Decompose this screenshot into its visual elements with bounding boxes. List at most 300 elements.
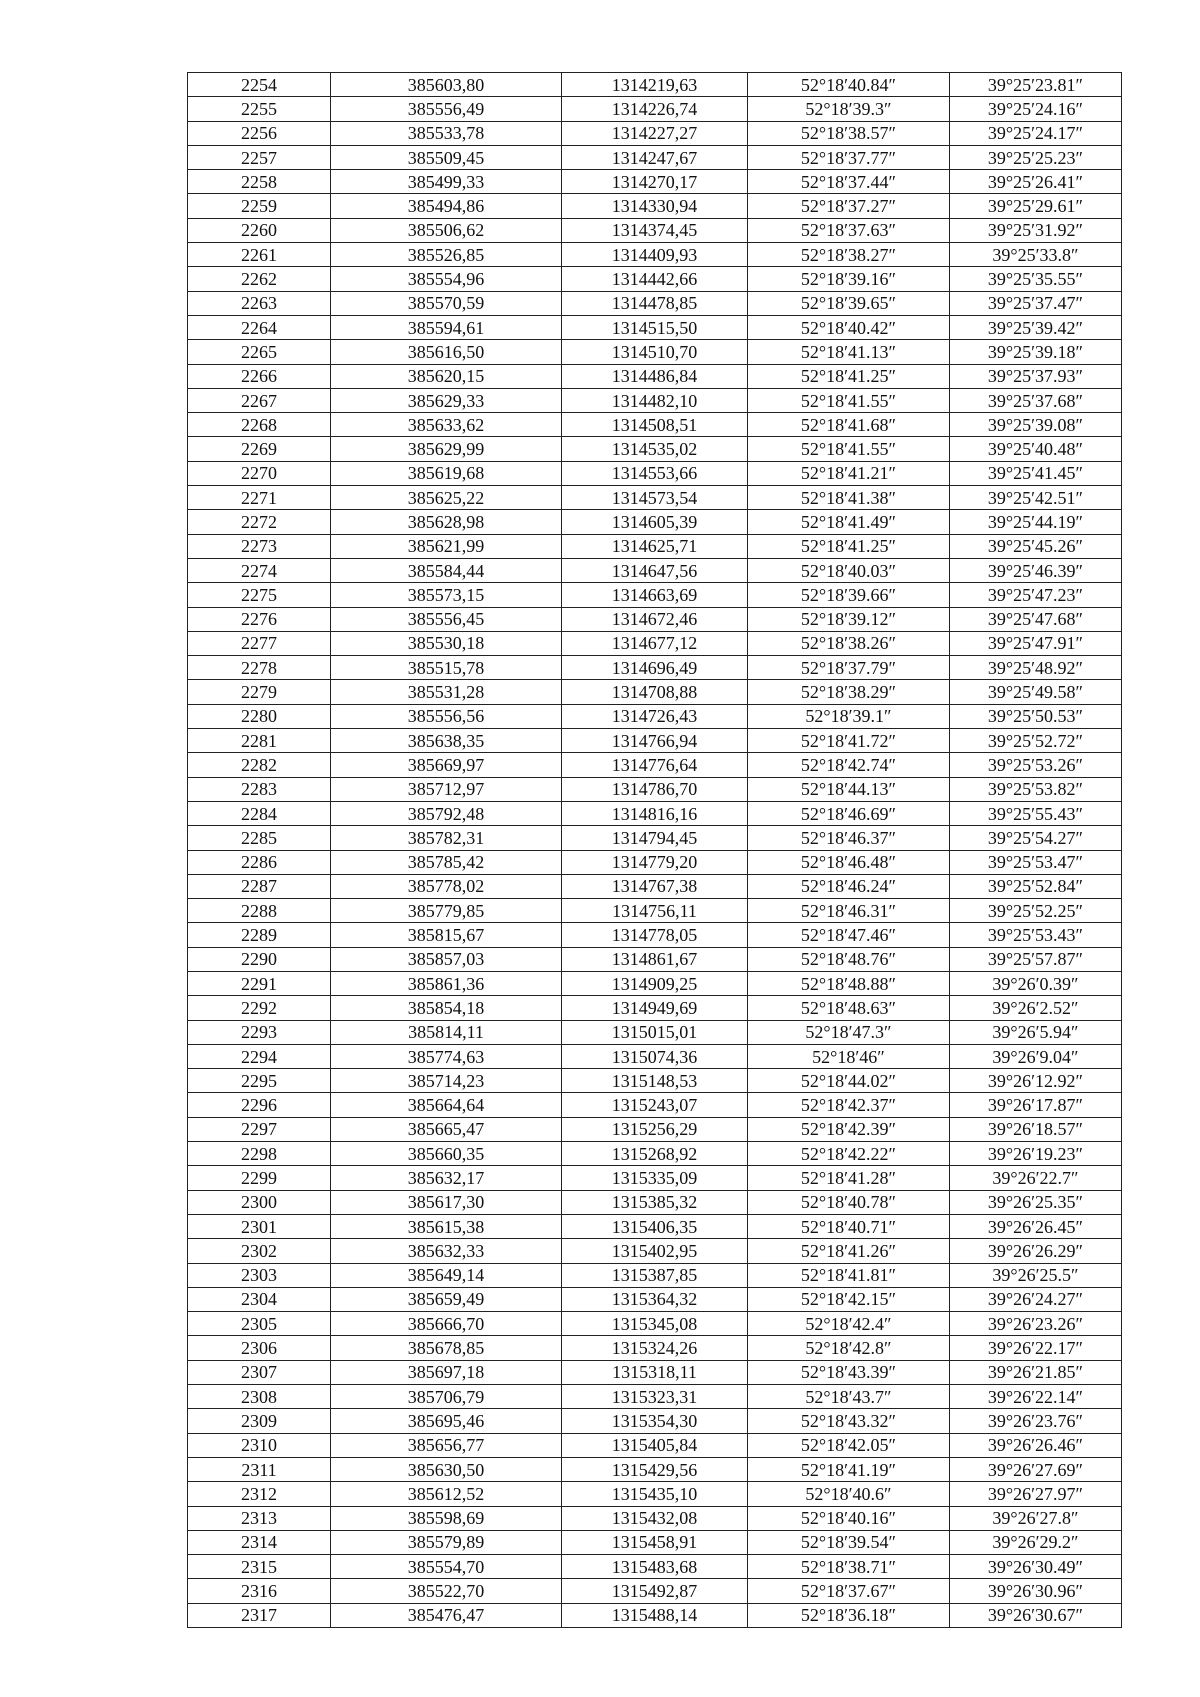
x-coordinate-cell: 385603,80: [331, 73, 562, 97]
point-number-cell: 2270: [188, 461, 331, 485]
latitude-cell: 52°18′39.1″: [748, 704, 950, 728]
x-coordinate-cell: 385494,86: [331, 194, 562, 218]
point-number-cell: 2285: [188, 826, 331, 850]
table-row: [188, 850, 1122, 874]
table-row: [188, 413, 1122, 437]
latitude-cell: 52°18′41.72″: [748, 729, 950, 753]
point-number-cell: 2316: [188, 1579, 331, 1603]
latitude-cell: 52°18′41.13″: [748, 340, 950, 364]
longitude-cell: 39°25′47.91″: [950, 631, 1122, 655]
table-row: [188, 1020, 1122, 1044]
table-row: [188, 218, 1122, 242]
point-number-cell: 2260: [188, 218, 331, 242]
longitude-cell: 39°25′37.68″: [950, 388, 1122, 412]
y-coordinate-cell: 1315385,32: [562, 1190, 748, 1214]
table-row: [188, 1360, 1122, 1384]
point-number-cell: 2302: [188, 1239, 331, 1263]
y-coordinate-cell: 1314510,70: [562, 340, 748, 364]
point-number-cell: 2275: [188, 583, 331, 607]
y-coordinate-cell: 1314625,71: [562, 534, 748, 558]
y-coordinate-cell: 1315015,01: [562, 1020, 748, 1044]
latitude-cell: 52°18′41.68″: [748, 413, 950, 437]
longitude-cell: 39°26′26.46″: [950, 1433, 1122, 1457]
longitude-cell: 39°25′33.8″: [950, 243, 1122, 267]
point-number-cell: 2274: [188, 558, 331, 582]
longitude-cell: 39°25′53.82″: [950, 777, 1122, 801]
y-coordinate-cell: 1315488,14: [562, 1603, 748, 1627]
y-coordinate-cell: 1314779,20: [562, 850, 748, 874]
latitude-cell: 52°18′40.03″: [748, 558, 950, 582]
longitude-cell: 39°26′22.7″: [950, 1166, 1122, 1190]
longitude-cell: 39°26′0.39″: [950, 971, 1122, 995]
point-number-cell: 2276: [188, 607, 331, 631]
table-row: [188, 1142, 1122, 1166]
point-number-cell: 2291: [188, 971, 331, 995]
latitude-cell: 52°18′37.63″: [748, 218, 950, 242]
latitude-cell: 52°18′38.29″: [748, 680, 950, 704]
x-coordinate-cell: 385792,48: [331, 801, 562, 825]
table-row: [188, 340, 1122, 364]
point-number-cell: 2273: [188, 534, 331, 558]
y-coordinate-cell: 1314270,17: [562, 170, 748, 194]
table-row: [188, 437, 1122, 461]
table-row: [188, 486, 1122, 510]
latitude-cell: 52°18′42.74″: [748, 753, 950, 777]
point-number-cell: 2282: [188, 753, 331, 777]
point-number-cell: 2257: [188, 145, 331, 169]
y-coordinate-cell: 1315256,29: [562, 1117, 748, 1141]
latitude-cell: 52°18′37.44″: [748, 170, 950, 194]
y-coordinate-cell: 1314605,39: [562, 510, 748, 534]
table-row: [188, 1044, 1122, 1068]
longitude-cell: 39°26′22.17″: [950, 1336, 1122, 1360]
x-coordinate-cell: 385628,98: [331, 510, 562, 534]
latitude-cell: 52°18′38.27″: [748, 243, 950, 267]
y-coordinate-cell: 1314330,94: [562, 194, 748, 218]
point-number-cell: 2262: [188, 267, 331, 291]
x-coordinate-cell: 385625,22: [331, 486, 562, 510]
table-row: [188, 607, 1122, 631]
longitude-cell: 39°25′52.84″: [950, 874, 1122, 898]
point-number-cell: 2303: [188, 1263, 331, 1287]
x-coordinate-cell: 385714,23: [331, 1069, 562, 1093]
table-row: [188, 1336, 1122, 1360]
x-coordinate-cell: 385706,79: [331, 1385, 562, 1409]
y-coordinate-cell: 1314486,84: [562, 364, 748, 388]
latitude-cell: 52°18′48.76″: [748, 947, 950, 971]
table-row: [188, 680, 1122, 704]
latitude-cell: 52°18′37.77″: [748, 145, 950, 169]
table-row: [188, 145, 1122, 169]
table-row: [188, 947, 1122, 971]
table-row: [188, 1117, 1122, 1141]
y-coordinate-cell: 1314227,27: [562, 121, 748, 145]
point-number-cell: 2268: [188, 413, 331, 437]
y-coordinate-cell: 1314508,51: [562, 413, 748, 437]
x-coordinate-cell: 385570,59: [331, 291, 562, 315]
x-coordinate-cell: 385861,36: [331, 971, 562, 995]
x-coordinate-cell: 385554,96: [331, 267, 562, 291]
x-coordinate-cell: 385621,99: [331, 534, 562, 558]
longitude-cell: 39°26′19.23″: [950, 1142, 1122, 1166]
x-coordinate-cell: 385556,56: [331, 704, 562, 728]
latitude-cell: 52°18′38.26″: [748, 631, 950, 655]
latitude-cell: 52°18′46.48″: [748, 850, 950, 874]
x-coordinate-cell: 385695,46: [331, 1409, 562, 1433]
x-coordinate-cell: 385632,33: [331, 1239, 562, 1263]
point-number-cell: 2254: [188, 73, 331, 97]
longitude-cell: 39°25′39.18″: [950, 340, 1122, 364]
latitude-cell: 52°18′40.78″: [748, 1190, 950, 1214]
point-number-cell: 2297: [188, 1117, 331, 1141]
x-coordinate-cell: 385669,97: [331, 753, 562, 777]
latitude-cell: 52°18′41.55″: [748, 437, 950, 461]
longitude-cell: 39°25′57.87″: [950, 947, 1122, 971]
table-row: [188, 1312, 1122, 1336]
point-number-cell: 2311: [188, 1457, 331, 1481]
table-row: [188, 753, 1122, 777]
longitude-cell: 39°26′26.29″: [950, 1239, 1122, 1263]
y-coordinate-cell: 1314672,46: [562, 607, 748, 631]
table-row: [188, 1214, 1122, 1238]
x-coordinate-cell: 385815,67: [331, 923, 562, 947]
y-coordinate-cell: 1314247,67: [562, 145, 748, 169]
coordinates-table: [187, 72, 1122, 1628]
latitude-cell: 52°18′41.38″: [748, 486, 950, 510]
x-coordinate-cell: 385620,15: [331, 364, 562, 388]
point-number-cell: 2307: [188, 1360, 331, 1384]
point-number-cell: 2293: [188, 1020, 331, 1044]
point-number-cell: 2255: [188, 97, 331, 121]
table-row: [188, 1385, 1122, 1409]
longitude-cell: 39°26′2.52″: [950, 996, 1122, 1020]
y-coordinate-cell: 1315324,26: [562, 1336, 748, 1360]
y-coordinate-cell: 1314909,25: [562, 971, 748, 995]
y-coordinate-cell: 1315458,91: [562, 1530, 748, 1554]
latitude-cell: 52°18′48.88″: [748, 971, 950, 995]
table-row: [188, 899, 1122, 923]
y-coordinate-cell: 1314756,11: [562, 899, 748, 923]
longitude-cell: 39°25′54.27″: [950, 826, 1122, 850]
x-coordinate-cell: 385779,85: [331, 899, 562, 923]
point-number-cell: 2300: [188, 1190, 331, 1214]
y-coordinate-cell: 1315318,11: [562, 1360, 748, 1384]
table-row: [188, 729, 1122, 753]
latitude-cell: 52°18′39.12″: [748, 607, 950, 631]
latitude-cell: 52°18′39.66″: [748, 583, 950, 607]
y-coordinate-cell: 1315435,10: [562, 1482, 748, 1506]
longitude-cell: 39°25′26.41″: [950, 170, 1122, 194]
y-coordinate-cell: 1314708,88: [562, 680, 748, 704]
y-coordinate-cell: 1315492,87: [562, 1579, 748, 1603]
table-row: [188, 510, 1122, 534]
x-coordinate-cell: 385530,18: [331, 631, 562, 655]
latitude-cell: 52°18′42.15″: [748, 1287, 950, 1311]
x-coordinate-cell: 385785,42: [331, 850, 562, 874]
latitude-cell: 52°18′39.54″: [748, 1530, 950, 1554]
point-number-cell: 2299: [188, 1166, 331, 1190]
table-row: [188, 1287, 1122, 1311]
longitude-cell: 39°26′27.69″: [950, 1457, 1122, 1481]
point-number-cell: 2280: [188, 704, 331, 728]
x-coordinate-cell: 385666,70: [331, 1312, 562, 1336]
point-number-cell: 2279: [188, 680, 331, 704]
y-coordinate-cell: 1314766,94: [562, 729, 748, 753]
y-coordinate-cell: 1314515,50: [562, 315, 748, 339]
latitude-cell: 52°18′42.22″: [748, 1142, 950, 1166]
longitude-cell: 39°25′47.23″: [950, 583, 1122, 607]
longitude-cell: 39°25′37.47″: [950, 291, 1122, 315]
longitude-cell: 39°26′12.92″: [950, 1069, 1122, 1093]
latitude-cell: 52°18′46″: [748, 1044, 950, 1068]
point-number-cell: 2267: [188, 388, 331, 412]
latitude-cell: 52°18′43.7″: [748, 1385, 950, 1409]
point-number-cell: 2286: [188, 850, 331, 874]
longitude-cell: 39°25′25.23″: [950, 145, 1122, 169]
latitude-cell: 52°18′46.37″: [748, 826, 950, 850]
x-coordinate-cell: 385579,89: [331, 1530, 562, 1554]
y-coordinate-cell: 1315483,68: [562, 1555, 748, 1579]
table-row: [188, 1433, 1122, 1457]
latitude-cell: 52°18′38.57″: [748, 121, 950, 145]
table-row: [188, 971, 1122, 995]
latitude-cell: 52°18′41.55″: [748, 388, 950, 412]
longitude-cell: 39°26′23.26″: [950, 1312, 1122, 1336]
y-coordinate-cell: 1315364,32: [562, 1287, 748, 1311]
latitude-cell: 52°18′42.05″: [748, 1433, 950, 1457]
point-number-cell: 2317: [188, 1603, 331, 1627]
x-coordinate-cell: 385573,15: [331, 583, 562, 607]
table-row: [188, 801, 1122, 825]
y-coordinate-cell: 1314776,64: [562, 753, 748, 777]
x-coordinate-cell: 385584,44: [331, 558, 562, 582]
point-number-cell: 2281: [188, 729, 331, 753]
table-row: [188, 97, 1122, 121]
x-coordinate-cell: 385632,17: [331, 1166, 562, 1190]
x-coordinate-cell: 385515,78: [331, 656, 562, 680]
y-coordinate-cell: 1315429,56: [562, 1457, 748, 1481]
point-number-cell: 2287: [188, 874, 331, 898]
point-number-cell: 2315: [188, 1555, 331, 1579]
point-number-cell: 2294: [188, 1044, 331, 1068]
x-coordinate-cell: 385659,49: [331, 1287, 562, 1311]
x-coordinate-cell: 385656,77: [331, 1433, 562, 1457]
y-coordinate-cell: 1314647,56: [562, 558, 748, 582]
table-row: [188, 534, 1122, 558]
longitude-cell: 39°26′17.87″: [950, 1093, 1122, 1117]
point-number-cell: 2259: [188, 194, 331, 218]
x-coordinate-cell: 385774,63: [331, 1044, 562, 1068]
y-coordinate-cell: 1314226,74: [562, 97, 748, 121]
table-row: [188, 315, 1122, 339]
latitude-cell: 52°18′41.81″: [748, 1263, 950, 1287]
table-row: [188, 631, 1122, 655]
point-number-cell: 2290: [188, 947, 331, 971]
y-coordinate-cell: 1314219,63: [562, 73, 748, 97]
x-coordinate-cell: 385612,52: [331, 1482, 562, 1506]
longitude-cell: 39°26′27.8″: [950, 1506, 1122, 1530]
point-number-cell: 2304: [188, 1287, 331, 1311]
longitude-cell: 39°26′22.14″: [950, 1385, 1122, 1409]
longitude-cell: 39°25′29.61″: [950, 194, 1122, 218]
x-coordinate-cell: 385697,18: [331, 1360, 562, 1384]
x-coordinate-cell: 385554,70: [331, 1555, 562, 1579]
x-coordinate-cell: 385556,49: [331, 97, 562, 121]
point-number-cell: 2258: [188, 170, 331, 194]
coordinates-table-body: [188, 73, 1122, 1628]
latitude-cell: 52°18′41.26″: [748, 1239, 950, 1263]
table-row: [188, 874, 1122, 898]
y-coordinate-cell: 1314553,66: [562, 461, 748, 485]
y-coordinate-cell: 1315354,30: [562, 1409, 748, 1433]
latitude-cell: 52°18′46.31″: [748, 899, 950, 923]
table-row: [188, 923, 1122, 947]
point-number-cell: 2269: [188, 437, 331, 461]
table-row: [188, 1409, 1122, 1433]
table-row: [188, 121, 1122, 145]
point-number-cell: 2288: [188, 899, 331, 923]
x-coordinate-cell: 385617,30: [331, 1190, 562, 1214]
x-coordinate-cell: 385616,50: [331, 340, 562, 364]
latitude-cell: 52°18′41.19″: [748, 1457, 950, 1481]
point-number-cell: 2256: [188, 121, 331, 145]
y-coordinate-cell: 1314573,54: [562, 486, 748, 510]
latitude-cell: 52°18′41.25″: [748, 364, 950, 388]
table-row: [188, 996, 1122, 1020]
table-row: [188, 291, 1122, 315]
point-number-cell: 2265: [188, 340, 331, 364]
table-row: [188, 194, 1122, 218]
point-number-cell: 2295: [188, 1069, 331, 1093]
y-coordinate-cell: 1315402,95: [562, 1239, 748, 1263]
longitude-cell: 39°25′53.26″: [950, 753, 1122, 777]
table-row: [188, 1579, 1122, 1603]
y-coordinate-cell: 1315335,09: [562, 1166, 748, 1190]
x-coordinate-cell: 385533,78: [331, 121, 562, 145]
point-number-cell: 2264: [188, 315, 331, 339]
y-coordinate-cell: 1315243,07: [562, 1093, 748, 1117]
table-row: [188, 461, 1122, 485]
point-number-cell: 2261: [188, 243, 331, 267]
y-coordinate-cell: 1314374,45: [562, 218, 748, 242]
table-row: [188, 1506, 1122, 1530]
latitude-cell: 52°18′40.16″: [748, 1506, 950, 1530]
latitude-cell: 52°18′47.46″: [748, 923, 950, 947]
x-coordinate-cell: 385499,33: [331, 170, 562, 194]
longitude-cell: 39°25′39.42″: [950, 315, 1122, 339]
longitude-cell: 39°25′55.43″: [950, 801, 1122, 825]
table-row: [188, 1482, 1122, 1506]
y-coordinate-cell: 1314677,12: [562, 631, 748, 655]
x-coordinate-cell: 385665,47: [331, 1117, 562, 1141]
latitude-cell: 52°18′38.71″: [748, 1555, 950, 1579]
y-coordinate-cell: 1315268,92: [562, 1142, 748, 1166]
x-coordinate-cell: 385598,69: [331, 1506, 562, 1530]
latitude-cell: 52°18′41.25″: [748, 534, 950, 558]
x-coordinate-cell: 385712,97: [331, 777, 562, 801]
point-number-cell: 2278: [188, 656, 331, 680]
point-number-cell: 2306: [188, 1336, 331, 1360]
latitude-cell: 52°18′44.02″: [748, 1069, 950, 1093]
longitude-cell: 39°26′29.2″: [950, 1530, 1122, 1554]
latitude-cell: 52°18′44.13″: [748, 777, 950, 801]
y-coordinate-cell: 1314794,45: [562, 826, 748, 850]
latitude-cell: 52°18′46.69″: [748, 801, 950, 825]
table-row: [188, 1093, 1122, 1117]
point-number-cell: 2309: [188, 1409, 331, 1433]
y-coordinate-cell: 1315074,36: [562, 1044, 748, 1068]
longitude-cell: 39°26′30.96″: [950, 1579, 1122, 1603]
point-number-cell: 2263: [188, 291, 331, 315]
y-coordinate-cell: 1314786,70: [562, 777, 748, 801]
point-number-cell: 2283: [188, 777, 331, 801]
longitude-cell: 39°25′41.45″: [950, 461, 1122, 485]
x-coordinate-cell: 385522,70: [331, 1579, 562, 1603]
longitude-cell: 39°25′45.26″: [950, 534, 1122, 558]
x-coordinate-cell: 385857,03: [331, 947, 562, 971]
longitude-cell: 39°26′25.5″: [950, 1263, 1122, 1287]
table-row: [188, 583, 1122, 607]
y-coordinate-cell: 1314409,93: [562, 243, 748, 267]
x-coordinate-cell: 385633,62: [331, 413, 562, 437]
longitude-cell: 39°25′24.16″: [950, 97, 1122, 121]
latitude-cell: 52°18′36.18″: [748, 1603, 950, 1627]
y-coordinate-cell: 1314949,69: [562, 996, 748, 1020]
latitude-cell: 52°18′42.39″: [748, 1117, 950, 1141]
point-number-cell: 2298: [188, 1142, 331, 1166]
y-coordinate-cell: 1314482,10: [562, 388, 748, 412]
latitude-cell: 52°18′37.79″: [748, 656, 950, 680]
y-coordinate-cell: 1315323,31: [562, 1385, 748, 1409]
table-row: [188, 558, 1122, 582]
y-coordinate-cell: 1314663,69: [562, 583, 748, 607]
point-number-cell: 2272: [188, 510, 331, 534]
x-coordinate-cell: 385630,50: [331, 1457, 562, 1481]
longitude-cell: 39°26′18.57″: [950, 1117, 1122, 1141]
table-row: [188, 1263, 1122, 1287]
latitude-cell: 52°18′46.24″: [748, 874, 950, 898]
longitude-cell: 39°26′21.85″: [950, 1360, 1122, 1384]
longitude-cell: 39°26′24.27″: [950, 1287, 1122, 1311]
longitude-cell: 39°26′25.35″: [950, 1190, 1122, 1214]
table-row: [188, 777, 1122, 801]
point-number-cell: 2266: [188, 364, 331, 388]
longitude-cell: 39°25′37.93″: [950, 364, 1122, 388]
point-number-cell: 2314: [188, 1530, 331, 1554]
point-number-cell: 2289: [188, 923, 331, 947]
longitude-cell: 39°25′49.58″: [950, 680, 1122, 704]
y-coordinate-cell: 1314535,02: [562, 437, 748, 461]
table-row: [188, 1457, 1122, 1481]
table-row: [188, 1603, 1122, 1627]
table-row: [188, 1190, 1122, 1214]
y-coordinate-cell: 1315387,85: [562, 1263, 748, 1287]
x-coordinate-cell: 385619,68: [331, 461, 562, 485]
longitude-cell: 39°26′9.04″: [950, 1044, 1122, 1068]
x-coordinate-cell: 385649,14: [331, 1263, 562, 1287]
point-number-cell: 2301: [188, 1214, 331, 1238]
x-coordinate-cell: 385526,85: [331, 243, 562, 267]
x-coordinate-cell: 385556,45: [331, 607, 562, 631]
x-coordinate-cell: 385778,02: [331, 874, 562, 898]
x-coordinate-cell: 385476,47: [331, 1603, 562, 1627]
x-coordinate-cell: 385629,33: [331, 388, 562, 412]
longitude-cell: 39°25′46.39″: [950, 558, 1122, 582]
latitude-cell: 52°18′41.21″: [748, 461, 950, 485]
table-row: [188, 704, 1122, 728]
longitude-cell: 39°25′24.17″: [950, 121, 1122, 145]
point-number-cell: 2310: [188, 1433, 331, 1457]
